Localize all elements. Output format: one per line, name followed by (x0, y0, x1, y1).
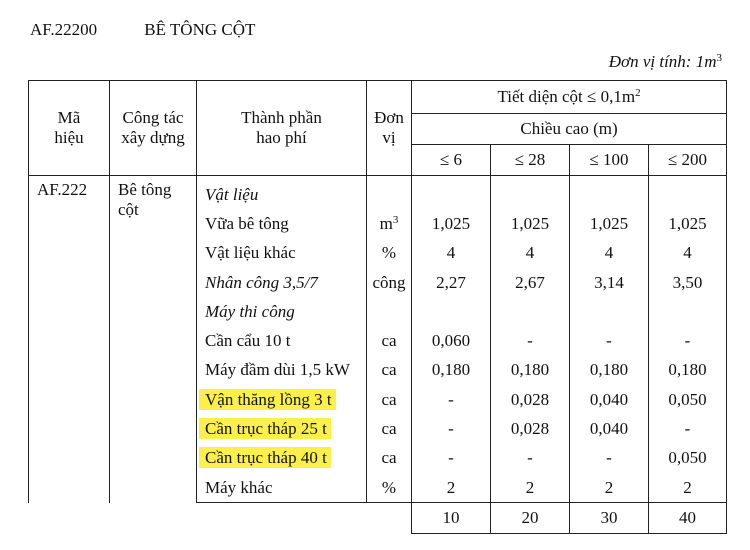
value-cell: 0,180 (412, 356, 491, 385)
header-height: Chiều cao (m) (412, 114, 727, 145)
value-cell (491, 297, 570, 326)
value-cell: 2 (412, 473, 491, 503)
value-cell (649, 176, 727, 210)
value-cell: 1,025 (491, 209, 570, 238)
norm-table (28, 80, 727, 534)
header-height-4: ≤ 200 (649, 145, 727, 176)
component-unit: % (367, 473, 412, 503)
header-height-3: ≤ 100 (570, 145, 649, 176)
entry-code: AF.222 (29, 176, 110, 503)
component-name: Cần cẩu 10 t (197, 326, 367, 355)
component-name: Máy thi công (197, 297, 367, 326)
component-unit: $m^3$ (367, 209, 412, 238)
value-cell: 0,180 (649, 356, 727, 385)
component-unit: % (367, 239, 412, 268)
unit-note-sup: 3 (716, 52, 722, 64)
value-cell: 4 (649, 239, 727, 268)
unit-note-label: Đơn vị tính: 1m (608, 52, 717, 71)
value-cell: 3,14 (570, 268, 649, 297)
value-cell: 4 (412, 239, 491, 268)
footer-code-4: 40 (649, 503, 727, 534)
value-cell: - (649, 326, 727, 355)
value-cell: 1,025 (412, 209, 491, 238)
header-code: Mã hiệu (29, 81, 110, 176)
entry-work: Bê tông cột (110, 176, 197, 503)
table-row (29, 176, 727, 210)
value-cell: 2,27 (412, 268, 491, 297)
value-cell: 0,050 (649, 444, 727, 473)
value-cell: - (412, 444, 491, 473)
value-cell (649, 297, 727, 326)
value-cell: 0,180 (491, 356, 570, 385)
component-name: Vận thăng lồng 3 t (197, 385, 367, 414)
footer-code-2: 20 (491, 503, 570, 534)
footer-code-3: 30 (570, 503, 649, 534)
value-cell: - (412, 385, 491, 414)
value-cell: 3,50 (649, 268, 727, 297)
value-cell: 1,025 (570, 209, 649, 238)
value-cell (412, 176, 491, 210)
value-cell: 1,025 (649, 209, 727, 238)
value-cell: 0,180 (570, 356, 649, 385)
component-unit: công (367, 268, 412, 297)
header-height-2: ≤ 28 (491, 145, 570, 176)
heading-title: BÊ TÔNG CỘT (144, 20, 256, 39)
value-cell: 4 (570, 239, 649, 268)
value-cell: 0,028 (491, 414, 570, 443)
value-cell (412, 297, 491, 326)
document-heading (30, 20, 255, 40)
component-name: Máy đầm dùi 1,5 kW (197, 356, 367, 385)
footer-row (29, 503, 727, 534)
value-cell: - (491, 444, 570, 473)
value-cell: 2,67 (491, 268, 570, 297)
header-component: Thành phần hao phí (197, 81, 367, 176)
value-cell (491, 176, 570, 210)
value-cell: 4 (491, 239, 570, 268)
value-cell: 0,040 (570, 414, 649, 443)
component-name: Vữa bê tông (197, 209, 367, 238)
value-cell (570, 297, 649, 326)
value-cell: 0,060 (412, 326, 491, 355)
component-unit: ca (367, 356, 412, 385)
component-unit (367, 176, 412, 210)
value-cell: - (649, 414, 727, 443)
value-cell: - (491, 326, 570, 355)
component-unit: ca (367, 385, 412, 414)
component-unit: ca (367, 444, 412, 473)
component-unit: ca (367, 414, 412, 443)
value-cell: 0,050 (649, 385, 727, 414)
header-section: Tiết diện cột ≤ $0,1m^2$ (412, 81, 727, 114)
unit-note (609, 52, 722, 72)
component-name: Vật liệu khác (197, 239, 367, 268)
value-cell: 2 (491, 473, 570, 503)
heading-code: AF.22200 (30, 20, 98, 39)
footer-code-1: 10 (412, 503, 491, 534)
component-unit (367, 297, 412, 326)
value-cell (570, 176, 649, 210)
value-cell: 0,040 (570, 385, 649, 414)
value-cell: - (412, 414, 491, 443)
header-height-1: ≤ 6 (412, 145, 491, 176)
value-cell: 0,028 (491, 385, 570, 414)
value-cell: 2 (570, 473, 649, 503)
component-name: Vật liệu (197, 176, 367, 210)
header-unit: Đơn vị (367, 81, 412, 176)
value-cell: - (570, 444, 649, 473)
header-work: Công tác xây dựng (110, 81, 197, 176)
component-name: Nhân công 3,5/7 (197, 268, 367, 297)
component-name: Cần trục tháp 40 t (197, 444, 367, 473)
value-cell: 2 (649, 473, 727, 503)
component-name: Cần trục tháp 25 t (197, 414, 367, 443)
component-unit: ca (367, 326, 412, 355)
component-name: Máy khác (197, 473, 367, 503)
value-cell: - (570, 326, 649, 355)
